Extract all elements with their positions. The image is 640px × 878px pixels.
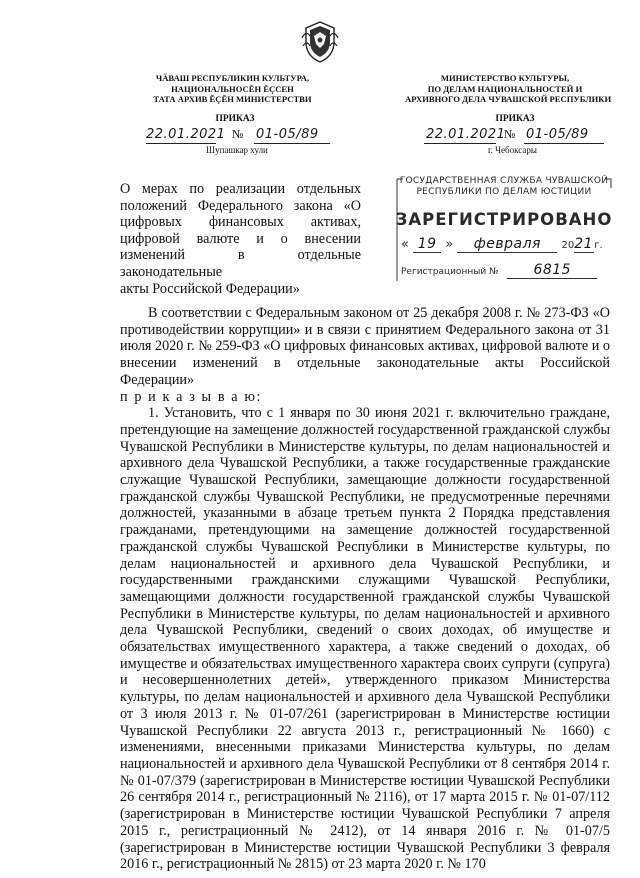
preamble-paragraph: В соответствии с Федеральным законом от 25 декабря 2008 г. № 273-ФЗ «О противодействии коррупции» и в связи с принятием Федерального закона от 31 июля 2020 г. № 259-ФЗ «О цифровых финансовых активах, цифровой валюте и о внесении изменений в отдельные законодательные акты Российской Федерации» [120,305,610,388]
subject-last-line: акты Российской Федерации» [120,280,300,297]
date-underline-right [424,143,496,144]
order-date-right: 22.01.2021 [426,127,506,142]
place-right: г. Чебоксары [488,145,537,155]
number-underline-left [254,143,330,144]
order-number-right: 01-05/89 [526,127,589,142]
stamp-month: февраля [457,236,557,253]
stamp-reg-number: 6815 [507,262,597,279]
order-number-left: 01-05/89 [256,127,319,142]
header-left-ministry-name [150,73,315,105]
order-title-right: ПРИКАЗ [495,114,535,124]
header-right-line: МИНИСТЕРСТВО КУЛЬТУРЫ, [440,73,570,83]
stamp-registration-number-row [401,262,611,279]
header-right-ministry-name [405,73,612,105]
stamp-authority-line: РЕСПУБЛИКИ ПО ДЕЛАМ ЮСТИЦИИ [416,187,592,197]
stamp-reg-label: Регистрационный № [401,267,499,277]
order-subject [120,181,361,297]
stamp-authority-line: ГОСУДАРСТВЕННАЯ СЛУЖБА ЧУВАШСКОЙ [399,176,609,186]
header-right-line: ПО ДЕЛАМ НАЦИОНАЛЬНОСТЕЙ И [427,83,583,94]
stamp-year-suffix: 21 [574,236,594,252]
stamp-quote-open: « [401,237,409,252]
registration-stamp [395,176,613,284]
stamp-year-prefix: 20 [561,240,575,251]
stamp-registered-label: ЗАРЕГИСТРИРОВАНО [395,210,613,229]
stamp-quote-close: » [445,237,454,252]
order-word: п р и к а з ы в а ю: [120,388,263,405]
stamp-date [401,236,611,253]
coat-of-arms-emblem [300,20,340,64]
header-left-line: ТАТА АРХИВ ĔÇĔН МИНИСТЕРСТВИ [153,94,312,104]
number-underline-right [524,143,604,144]
header-right-line: АРХИВНОГО ДЕЛА ЧУВАШСКОЙ РЕСПУБЛИКИ [405,94,612,104]
order-title-left: ПРИКАЗ [215,114,255,124]
header-left-line: ЧӐВАШ РЕСПУБЛИКИН КУЛЬТУРА, [155,73,310,83]
order-body [120,305,610,873]
date-underline-left [146,143,216,144]
header-left-line: НАЦИОНАЛЬНОСĔН ĔÇСЕН [171,83,294,94]
stamp-authority [395,176,613,198]
number-sign-right: № [504,127,516,141]
item-1-paragraph: 1. Установить, что с 1 января по 30 июня 2021 г. включительно граждане, претендующие на замещение должностей государственной гражданской службы Чувашской Республики в Министерстве культуры, по делам национальностей и архивного дела Чувашской Республики, а также государственные гражданские служащие Чувашской Республики, замещающие должности государственной гражданской службы Чувашской Республики, не предусмотренные перечнями должностей, указанными в абзаце третьем пункта 2 Порядка представления гражданами, претендующими на замещение должностей государственной гражданской службы Чувашской Республики в Министерстве культуры, по делам национальностей и архивного дела Чувашской Республики, и государственными гражданскими служащими Чувашской Республики, замещающими должности государственной гражданской службы Чувашской Республики в Министерстве культуры, по делам национальностей и архивного дела Чувашской Республики, сведений о своих доходах, об имуществе и обязательствах имущественного характера, а также сведений о доходах, об имуществе и обязательствах имущественного характера своих супруги (супруга) и несовершеннолетних детей», утвержденного приказом Министерства культуры, по делам национальностей и архивного дела Чувашской Республики от 3 июля 2013 г. № 01-07/261 (зарегистрирован в Министерстве юстиции Чувашской Республики 22 августа 2013 г., регистрационный № 1660) с изменениями, внесенными приказами Министерства культуры, по делам национальностей и архивного дела Чувашской Республики от 8 сентября 2014 г. № 01-07/379 (зарегистрирован в Министерстве юстиции Чувашской Республики 26 сентября 2014 г., регистрационный № 2116), от 17 марта 2015 г. № 01-07/112 (зарегистрирован в Министерстве юстиции Чувашской Республики 7 апреля 2015 г., регистрационный № 2412), от 14 января 2016 г. № 01-07/5 (зарегистрирован в Министерстве юстиции Чувашской Республики 3 февраля 2016 г., регистрационный № 2815) от 23 марта 2020 г. № 170 [120,405,610,873]
number-sign-left: № [232,127,244,141]
stamp-day: 19 [413,236,441,253]
stamp-year-unit: г. [594,240,603,251]
order-date-left: 22.01.2021 [146,127,226,142]
place-left: Шупашкар хули [206,145,268,155]
subject-text: О мерах по реализации отдельных положений Федерального закона «О цифровых финансовых активах, цифровой валюте и о внесении изменений в отдельные законодательные [120,181,361,280]
